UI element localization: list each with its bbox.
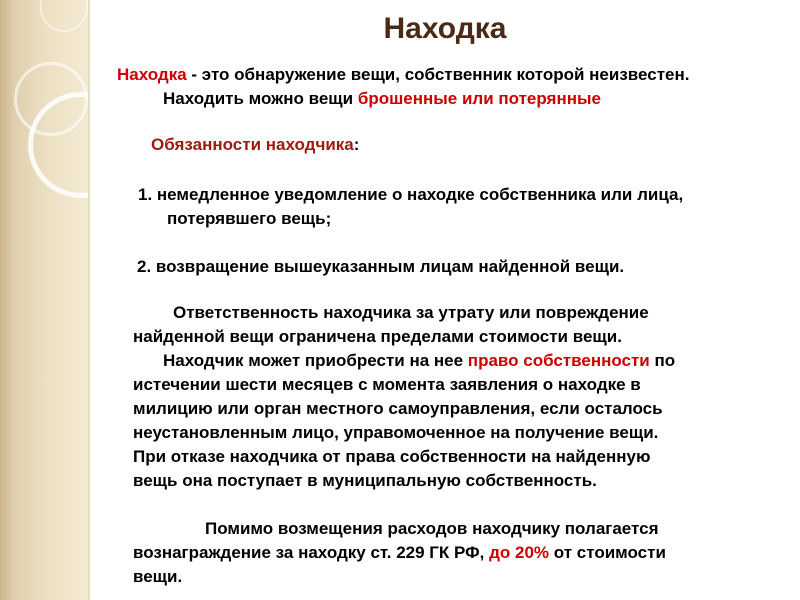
slide-title: Находка [383, 12, 507, 45]
reward-line-3: вещи. [133, 567, 183, 586]
duties-heading-colon: : [353, 135, 360, 154]
find-line-highlight: брошенные или потерянные [357, 89, 601, 108]
ownership-line: неустановленным лицо, управомоченное на получение вещи. [133, 423, 659, 442]
responsibility-line-1: Ответственность находчика за утрату или повреждение [173, 303, 649, 322]
ownership-line-1 [163, 350, 675, 372]
duty-item-1-continuation: потерявшего вещь; [167, 209, 332, 228]
reward-highlight: до 20% [489, 543, 550, 562]
ownership-line: При отказе находчика от права собственности на найденную [133, 447, 651, 466]
duties-heading [151, 134, 359, 156]
ownership-prefix: Находчик может приобрести на нее [163, 351, 468, 370]
ownership-line: истечении шести месяцев с момента заявления о находке в [133, 375, 641, 394]
definition-line [117, 64, 689, 86]
ownership-suffix: по [649, 351, 676, 370]
duty-item-1: 1. немедленное уведомление о находке собственника или лица, [138, 185, 684, 204]
decorative-side-strip [0, 0, 88, 600]
find-line-prefix: Находить можно вещи [163, 89, 358, 108]
reward-suffix: от стоимости [549, 543, 666, 562]
duties-heading-label: Обязанности находчика [151, 135, 354, 154]
ownership-highlight: право собственности [467, 351, 650, 370]
reward-line-2 [133, 542, 666, 564]
find-line [163, 88, 601, 110]
strip-divider [88, 0, 90, 600]
responsibility-line-2: найденной вещи ограничена пределами стоимости вещи. [133, 327, 622, 346]
ownership-line: милицию или орган местного самоуправления, если осталось [133, 399, 663, 418]
definition-term: Находка [117, 65, 187, 84]
reward-prefix: вознаграждение за находку ст. 229 ГК РФ, [133, 543, 490, 562]
definition-text: - это обнаружение вещи, собственник которой неизвестен. [186, 65, 690, 84]
decorative-arc [40, 0, 88, 32]
ownership-line: вещь она поступает в муниципальную собственность. [133, 471, 597, 490]
reward-line-1: Помимо возмещения расходов находчику полагается [205, 519, 659, 538]
duty-item-2: 2. возвращение вышеуказанным лицам найденной вещи. [137, 257, 625, 276]
decorative-ring [14, 62, 88, 136]
